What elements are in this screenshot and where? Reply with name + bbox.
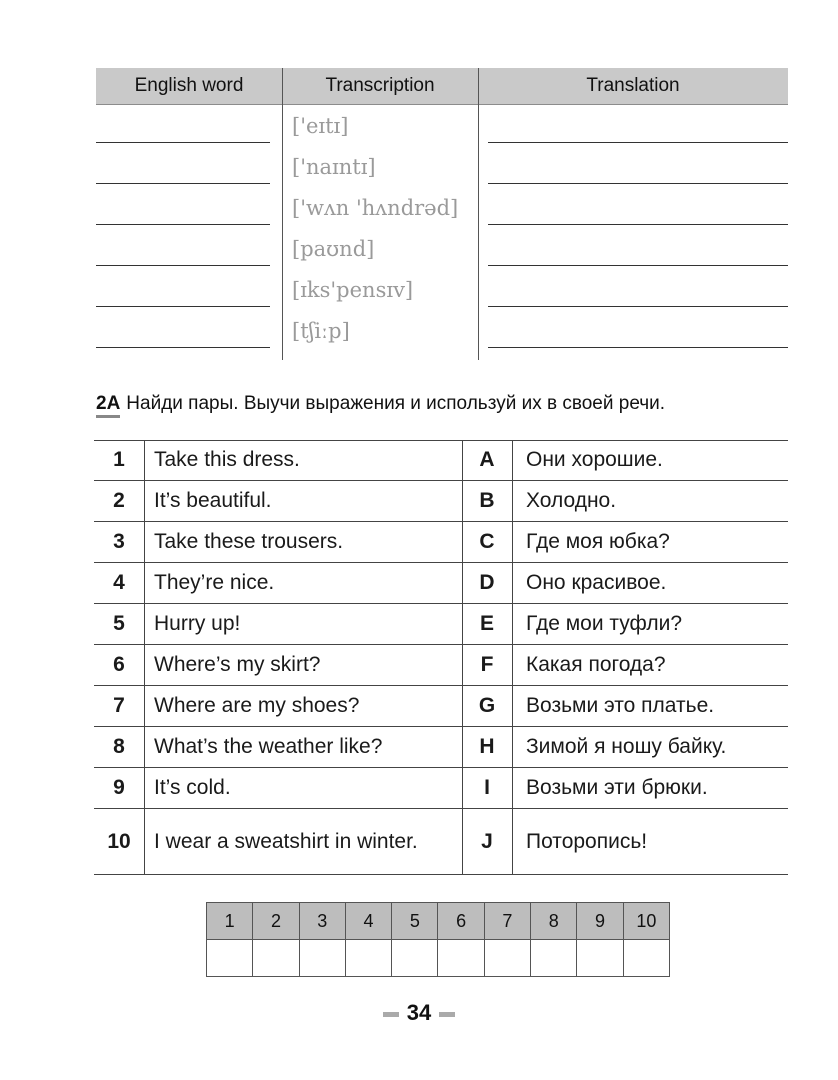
matching-column-divider (144, 440, 145, 875)
english-phrase: Where are my shoes? (154, 694, 360, 717)
answer-grid-cell[interactable] (253, 940, 299, 977)
row-number: 6 (113, 653, 125, 676)
row-letter: A (479, 448, 495, 471)
translation-blank-line[interactable] (488, 306, 788, 307)
vocab-table-header (96, 68, 788, 105)
row-number: 1 (113, 448, 125, 471)
transcription-text: [paʊnd] (292, 237, 375, 261)
row-number: 5 (113, 612, 125, 635)
page-number (0, 1000, 838, 1026)
russian-phrase: Где мои туфли? (526, 612, 683, 635)
answer-grid-cell[interactable] (623, 940, 669, 977)
translation-blank-line[interactable] (488, 183, 788, 184)
translation-blank-line[interactable] (488, 142, 788, 143)
english-phrase: Take this dress. (154, 448, 300, 471)
page-number-text: 34 (406, 1000, 432, 1025)
english-phrase: Take these trousers. (154, 530, 344, 553)
matching-row (94, 481, 788, 522)
translation-blank-line[interactable] (488, 265, 788, 266)
row-letter: B (479, 489, 495, 512)
transcription-text: ['naɪntɪ] (292, 155, 376, 179)
matching-row (94, 440, 788, 481)
row-letter: G (478, 694, 496, 717)
answer-grid-cell[interactable] (531, 940, 577, 977)
english-word-blank-line[interactable] (96, 183, 270, 184)
answer-grid-cell[interactable] (484, 940, 530, 977)
transcription-text: [ɪks'pensɪv] (292, 278, 414, 302)
english-phrase: Hurry up! (154, 612, 241, 635)
row-letter: F (480, 653, 494, 676)
task-instruction: Найди пары. Выучи выражения и используй их в своей речи. (126, 393, 666, 414)
matching-column-divider (462, 440, 463, 875)
answer-grid-number: 8 (531, 903, 577, 940)
english-word-blank-line[interactable] (96, 265, 270, 266)
answer-grid-cell[interactable] (438, 940, 484, 977)
header-transcription: Transcription (325, 75, 435, 96)
vocab-divider-2 (478, 68, 479, 360)
row-letter: I (484, 776, 490, 799)
english-word-blank-line[interactable] (96, 306, 270, 307)
row-letter: C (479, 530, 495, 553)
translation-blank-line[interactable] (488, 224, 788, 225)
transcription-text: ['eɪtɪ] (292, 114, 349, 138)
vocab-divider-1 (282, 68, 283, 360)
page-number-dash-right (439, 1012, 455, 1017)
row-number: 2 (113, 489, 125, 512)
russian-phrase: Возьми эти брюки. (526, 776, 708, 799)
matching-row (94, 522, 788, 563)
answer-grid-blanks (207, 940, 670, 977)
task-number: 2A (96, 393, 120, 418)
answer-grid (206, 902, 670, 977)
russian-phrase: Какая погода? (526, 653, 666, 676)
answer-grid-number: 4 (345, 903, 391, 940)
row-number: 9 (113, 776, 125, 799)
matching-row (94, 563, 788, 604)
answer-grid-cell[interactable] (577, 940, 623, 977)
row-letter: H (479, 735, 495, 758)
answer-grid-number: 3 (299, 903, 345, 940)
matching-row (94, 686, 788, 727)
answer-grid-number: 6 (438, 903, 484, 940)
english-phrase: They’re nice. (154, 571, 275, 594)
english-word-blank-line[interactable] (96, 347, 270, 348)
answer-grid-number: 10 (623, 903, 669, 940)
row-number: 3 (113, 530, 125, 553)
answer-grid-number: 5 (392, 903, 438, 940)
row-letter: D (479, 571, 495, 594)
answer-grid-header (207, 903, 670, 940)
russian-phrase: Оно красивое. (526, 571, 667, 594)
matching-row (94, 768, 788, 809)
matching-row (94, 727, 788, 768)
russian-phrase: Где моя юбка? (526, 530, 670, 553)
transcription-text: [tʃiːp] (292, 319, 350, 343)
english-word-blank-line[interactable] (96, 224, 270, 225)
transcription-text: ['wʌn 'hʌndrəd] (292, 196, 459, 220)
matching-row (94, 645, 788, 686)
answer-grid-number: 7 (484, 903, 530, 940)
task-heading (96, 393, 665, 415)
answer-grid-cell[interactable] (392, 940, 438, 977)
russian-phrase: Холодно. (526, 489, 617, 512)
matching-column-divider (512, 440, 513, 875)
english-phrase: Where’s my skirt? (154, 653, 321, 676)
russian-phrase: Зимой я ношу байку. (526, 735, 727, 758)
matching-row (94, 604, 788, 645)
row-letter: J (481, 829, 493, 853)
english-phrase: I wear a sweatshirt in winter. (154, 829, 418, 853)
answer-grid-number: 9 (577, 903, 623, 940)
answer-grid-cell[interactable] (207, 940, 253, 977)
russian-phrase: Они хорошие. (526, 448, 663, 471)
matching-row (94, 809, 788, 875)
english-phrase: It’s cold. (154, 776, 231, 799)
row-number: 4 (113, 571, 125, 594)
row-number: 8 (113, 735, 125, 758)
russian-phrase: Возьми это платье. (526, 694, 715, 717)
english-word-blank-line[interactable] (96, 142, 270, 143)
english-phrase: What’s the weather like? (154, 735, 383, 758)
answer-grid-number: 1 (207, 903, 253, 940)
header-english-word: English word (134, 75, 244, 96)
russian-phrase: Поторопись! (526, 829, 648, 853)
header-translation: Translation (586, 75, 680, 96)
row-letter: E (479, 612, 494, 635)
row-number: 10 (107, 829, 131, 853)
page-number-dash-left (383, 1012, 399, 1017)
english-phrase: It’s beautiful. (154, 489, 272, 512)
answer-grid-cell[interactable] (345, 940, 391, 977)
answer-grid-cell[interactable] (299, 940, 345, 977)
translation-blank-line[interactable] (488, 347, 788, 348)
row-number: 7 (113, 694, 125, 717)
answer-grid-number: 2 (253, 903, 299, 940)
